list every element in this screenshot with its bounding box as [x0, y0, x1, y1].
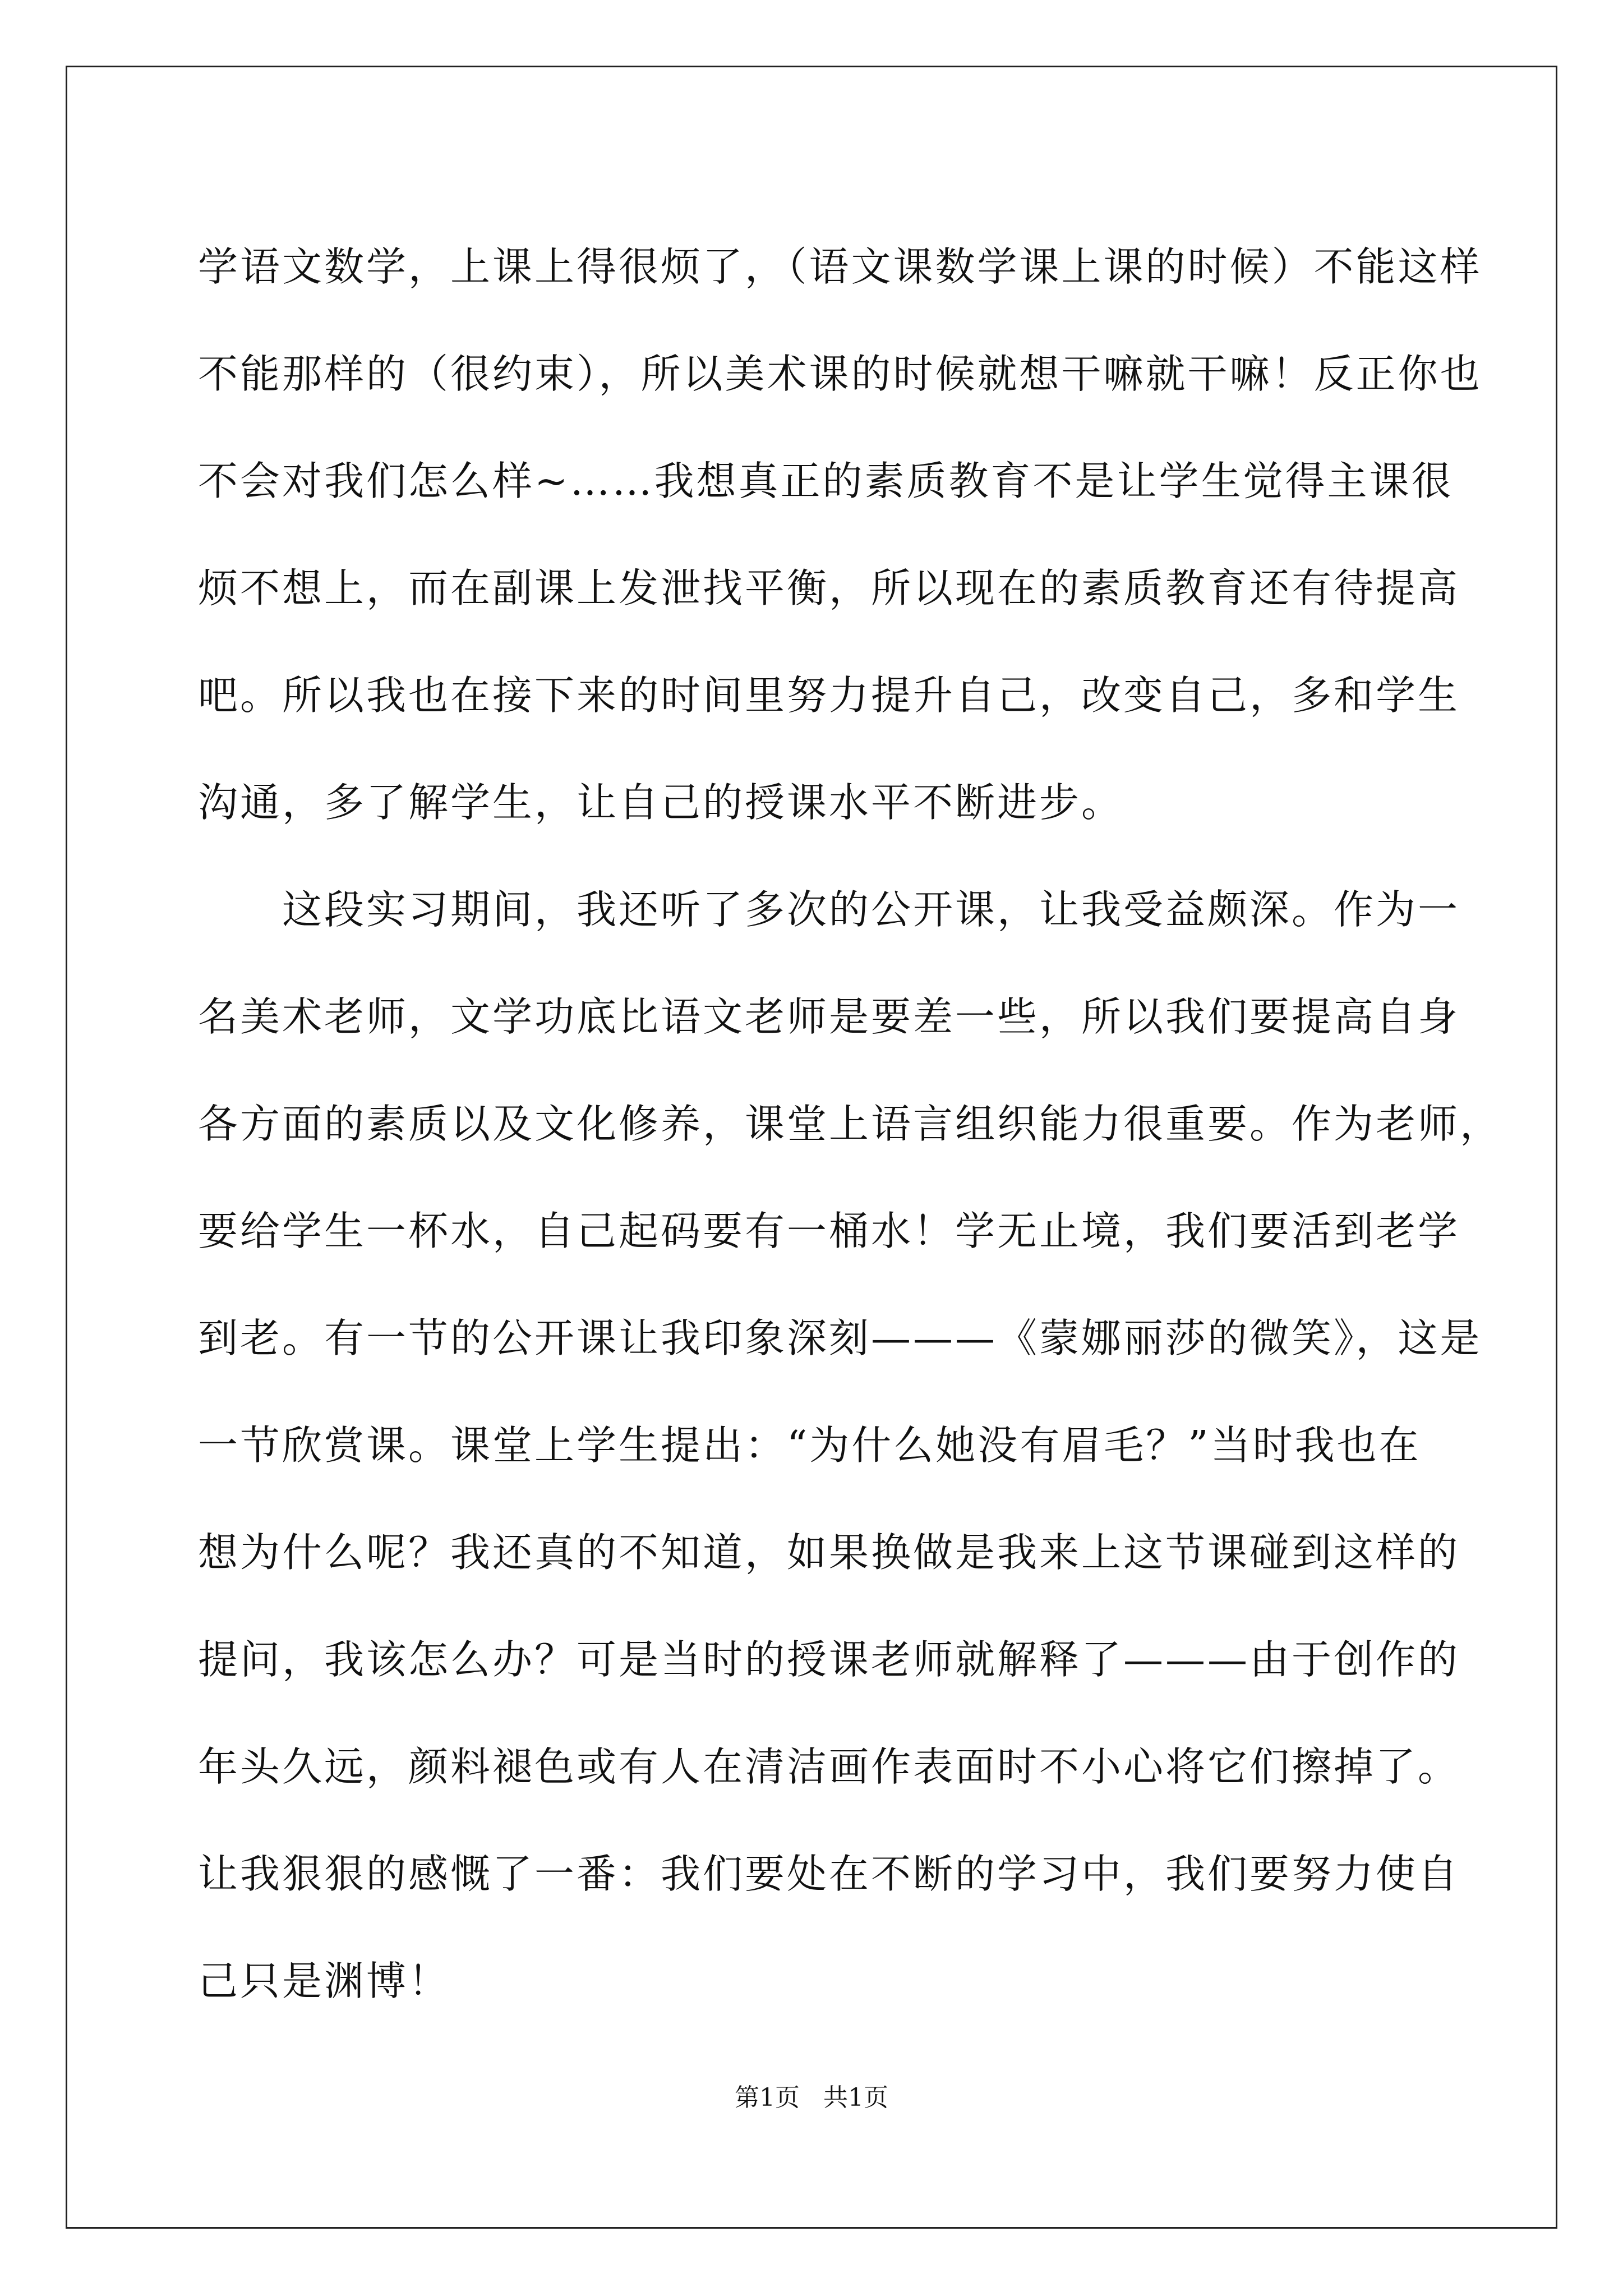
text-line: 烦不想上，而在副课上发泄找平衡，所以现在的素质教育还有待提高 — [198, 565, 1460, 611]
text-line: 学语文数学，上课上得很烦了，（语文课数学课上课的时候）不能这样 — [198, 243, 1482, 290]
text-line: 年头久远，颜料褪色或有人在清洁画作表面时不小心将它们擦掉了。 — [198, 1743, 1460, 1790]
paragraph-start-line: 这段实习期间，我还听了多次的公开课，让我受益颇深。作为一 — [282, 886, 1460, 933]
text-line: 一节欣赏课。课堂上学生提出：“为什么她没有眉毛？”当时我也在 — [198, 1422, 1421, 1469]
text-line: 不能那样的（很约束），所以美术课的时候就想干嘛就干嘛！反正你也 — [198, 351, 1482, 397]
text-line: 沟通，多了解学生，让自己的授课水平不断进步。 — [198, 779, 1124, 826]
text-line: 吧。所以我也在接下来的时间里努力提升自己，改变自己，多和学生 — [198, 672, 1460, 719]
document-body — [198, 213, 1502, 2035]
text-line: 想为什么呢？我还真的不知道，如果换做是我来上这节课碰到这样的 — [198, 1529, 1460, 1576]
text-line: 名美术老师，文学功底比语文老师是要差一些，所以我们要提高自身 — [198, 993, 1460, 1040]
text-line: 到老。有一节的公开课让我印象深刻———《蒙娜丽莎的微笑》，这是 — [198, 1315, 1482, 1361]
text-line: 提问，我该怎么办？可是当时的授课老师就解释了———由于创作的 — [198, 1636, 1460, 1683]
page-number-footer: 第1页 共1页 — [735, 2083, 888, 2112]
text-line: 不会对我们怎么样~……我想真正的素质教育不是让学生觉得主课很 — [198, 458, 1454, 504]
text-line: 各方面的素质以及文化修养，课堂上语言组织能力很重要。作为老师， — [198, 1101, 1502, 1147]
text-line: 让我狠狠的感慨了一番：我们要处在不断的学习中，我们要努力使自 — [198, 1851, 1460, 1897]
text-line: 要给学生一杯水，自己起码要有一桶水！学无止境，我们要活到老学 — [198, 1208, 1460, 1254]
text-line: 己只是渊博！ — [198, 1958, 451, 2004]
